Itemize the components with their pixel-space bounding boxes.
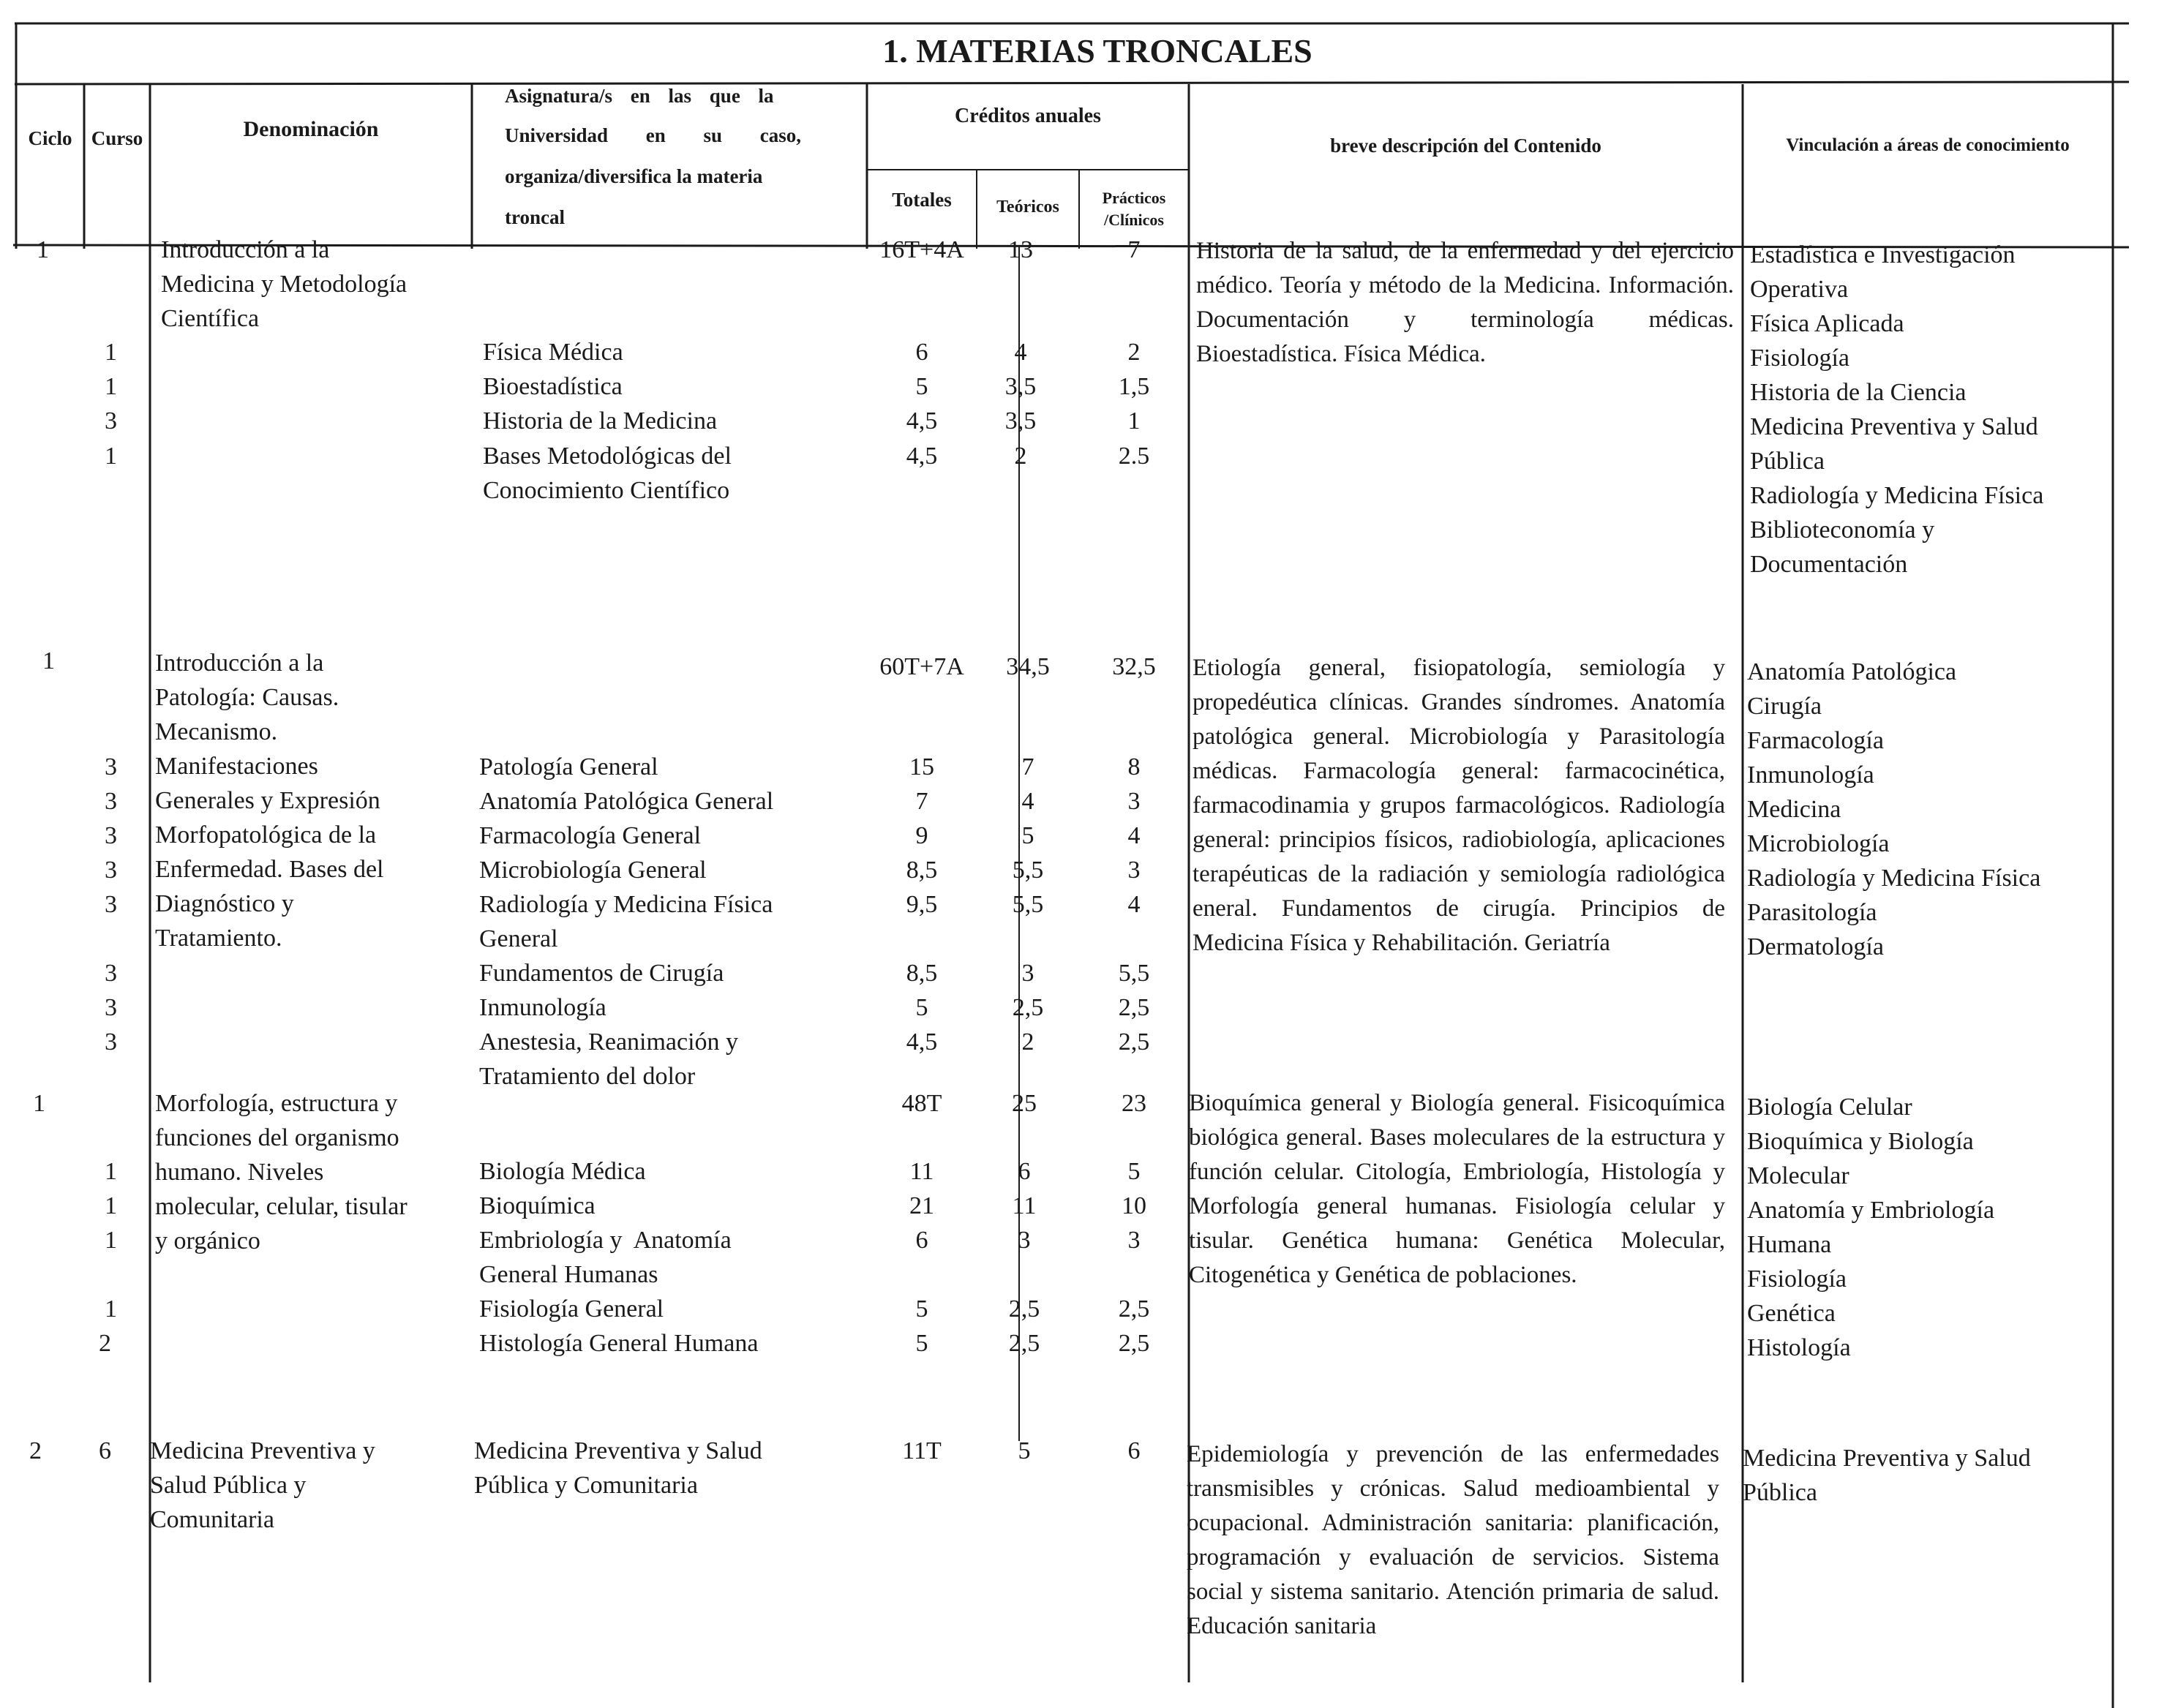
area-item: Anatomía Patológica bbox=[1747, 658, 1957, 685]
materia-4-practicos: 6 bbox=[1127, 1437, 1141, 1464]
asignatura-nombre: Microbiología General bbox=[479, 857, 707, 884]
asignatura-practicos: 1,5 bbox=[1118, 373, 1150, 400]
denominacion-line: Patología: Causas. bbox=[155, 684, 339, 711]
asignatura-teoricos: 4 bbox=[1021, 788, 1034, 815]
asignatura-curso: 1 bbox=[105, 1192, 117, 1219]
header-practicos-line-2: /Clínicos bbox=[1104, 211, 1164, 229]
area-item: Estadística e Investigación bbox=[1750, 241, 2016, 268]
asignatura-totales: 5 bbox=[915, 373, 928, 400]
header-asignaturas-line-1: Asignatura/s en las que la bbox=[505, 85, 774, 107]
area-item: Biología Celular bbox=[1747, 1094, 1912, 1121]
asignatura-nombre-line: Pública y Comunitaria bbox=[474, 1472, 698, 1499]
asignatura-curso: 3 bbox=[105, 407, 117, 434]
asignatura-teoricos: 2 bbox=[1014, 443, 1027, 470]
asignatura-practicos: 5 bbox=[1127, 1158, 1141, 1185]
asignatura-totales: 5 bbox=[915, 994, 928, 1021]
materia-3-denominacion bbox=[155, 1086, 408, 1258]
asignatura-teoricos: 3,5 bbox=[1004, 373, 1037, 400]
asignatura-teoricos: 3,5 bbox=[1004, 407, 1037, 434]
asignatura-nombre-line: Conocimiento Científico bbox=[483, 477, 730, 504]
asignatura-totales: 8,5 bbox=[906, 857, 938, 884]
area-item: Pública bbox=[1750, 448, 1825, 475]
materia-1-denominacion bbox=[161, 233, 407, 336]
asignatura-teoricos: 4 bbox=[1014, 339, 1027, 366]
denominacion-line: funciones del organismo bbox=[155, 1124, 399, 1151]
area-item: Humana bbox=[1747, 1231, 1832, 1258]
asignatura-practicos: 4 bbox=[1127, 822, 1141, 849]
asignatura-totales: 11 bbox=[909, 1158, 934, 1185]
asignatura-teoricos: 2,5 bbox=[1008, 1295, 1040, 1323]
materia-3-areas bbox=[1747, 1090, 1994, 1365]
asignatura-curso: 3 bbox=[105, 994, 117, 1021]
denominacion-line: humano. Niveles bbox=[155, 1159, 324, 1186]
materia-1-areas bbox=[1750, 238, 2043, 582]
materia-3-practicos: 23 bbox=[1122, 1090, 1146, 1117]
asignatura-practicos: 2,5 bbox=[1118, 1028, 1150, 1056]
area-item: Farmacología bbox=[1747, 727, 1884, 754]
header-teoricos: Teóricos bbox=[996, 197, 1059, 217]
denominacion-line: Diagnóstico y bbox=[155, 890, 294, 917]
materia-4-descripcion: Epidemiología y prevención de las enfermedades transmisibles y crónicas. Salud medioambiental y ocupacional. Administración sanitaria: planificación, programación y evaluación de servicios. Sistema social y sistema sanitario. Atención primaria de salud. Educación sanitaria bbox=[1187, 1441, 1719, 1639]
area-item: Radiología y Medicina Física bbox=[1750, 482, 2044, 509]
asignatura-practicos: 2,5 bbox=[1118, 1330, 1150, 1357]
asignatura-nombre: Historia de la Medicina bbox=[483, 407, 718, 434]
asignatura-nombre: Fisiología General bbox=[479, 1295, 664, 1323]
header-practicos-line-1: Prácticos bbox=[1102, 189, 1166, 207]
asignatura-teoricos: 3 bbox=[1018, 1227, 1031, 1254]
area-item: Cirugía bbox=[1747, 693, 1822, 720]
materia-4-areas bbox=[1743, 1441, 2031, 1510]
asignatura-curso: 1 bbox=[105, 1295, 117, 1323]
materia-4-teoricos: 5 bbox=[1018, 1437, 1031, 1464]
area-item: Medicina Preventiva y Salud bbox=[1750, 413, 2038, 440]
asignatura-nombre bbox=[479, 887, 773, 956]
asignatura-nombre: Farmacología General bbox=[479, 822, 702, 849]
area-item: Parasitología bbox=[1747, 899, 1877, 926]
asignatura-teoricos: 3 bbox=[1021, 960, 1034, 987]
area-item: Histología bbox=[1747, 1334, 1851, 1361]
asignatura-totales: 8,5 bbox=[906, 960, 938, 987]
asignatura-nombre bbox=[479, 1223, 732, 1292]
denominacion-line: Morfología, estructura y bbox=[155, 1090, 398, 1117]
asignatura-totales: 9,5 bbox=[906, 891, 938, 918]
area-item: Operativa bbox=[1750, 276, 1849, 303]
materia-4-denominacion bbox=[150, 1434, 375, 1537]
denominacion-line: Medicina Preventiva y bbox=[150, 1437, 375, 1464]
asignatura-totales: 4,5 bbox=[906, 443, 938, 470]
denominacion-line: Manifestaciones bbox=[155, 753, 318, 780]
denominacion-line: Medicina y Metodología bbox=[161, 271, 408, 298]
asignatura-nombre-line: General Humanas bbox=[479, 1261, 658, 1288]
asignatura-practicos: 5,5 bbox=[1118, 960, 1150, 987]
asignatura-nombre: Bioquímica bbox=[479, 1192, 596, 1219]
area-item: Anatomía y Embriología bbox=[1747, 1197, 1995, 1224]
denominacion-line: y orgánico bbox=[155, 1227, 260, 1254]
page-title: 1. MATERIAS TRONCALES bbox=[882, 32, 1312, 69]
denominacion-line: Mecanismo. bbox=[155, 718, 278, 745]
denominacion-line: Tratamiento. bbox=[155, 925, 282, 952]
materia-4-curso: 6 bbox=[99, 1437, 111, 1464]
asignatura-curso: 1 bbox=[105, 339, 117, 366]
denominacion-line: Enfermedad. Bases del bbox=[155, 856, 384, 883]
asignatura-curso: 3 bbox=[105, 857, 117, 884]
asignatura-nombre bbox=[479, 1025, 738, 1094]
asignatura-curso: 3 bbox=[105, 891, 117, 918]
asignatura-totales: 21 bbox=[909, 1192, 934, 1219]
materia-1-practicos: 7 bbox=[1127, 236, 1141, 263]
asignatura-practicos: 2.5 bbox=[1118, 443, 1150, 470]
asignatura-curso: 1 bbox=[105, 443, 117, 470]
denominacion-line: Comunitaria bbox=[150, 1506, 274, 1533]
header-creditos: Créditos anuales bbox=[955, 105, 1101, 127]
area-item: Microbiología bbox=[1747, 830, 1890, 857]
materia-2-descripcion: Etiología general, fisiopatología, semiología y propedéutica clínicas. Grandes síndromes. Anatomía patológica general. Microbiología y Parasitología médicas. Farmacología general: farmacocinética, farmacodinamia y grupos farmacológicos. Radiología general: principios físicos, radiobiología, aplicaciones terapéuticas de la radiación y semiología radiológica eneral. Fundamentos de cirugía. Principios de Medicina Física y Rehabilitación. Geriatría bbox=[1193, 655, 1725, 956]
area-item: Fisiología bbox=[1747, 1265, 1847, 1293]
asignatura-nombre: Bioestadística bbox=[483, 373, 623, 400]
area-item: Dermatología bbox=[1747, 933, 1884, 960]
asignatura-nombre-line: Radiología y Medicina Física bbox=[479, 891, 773, 918]
materia-2-teoricos: 34,5 bbox=[1006, 653, 1050, 680]
asignatura-practicos: 2,5 bbox=[1118, 1295, 1150, 1323]
asignatura-nombre: Anatomía Patológica General bbox=[479, 788, 774, 815]
materia-4-asignatura bbox=[474, 1434, 762, 1502]
header-ciclo: Ciclo bbox=[28, 127, 72, 149]
materia-1-teoricos: 13 bbox=[1008, 236, 1033, 263]
area-item: Bioquímica y Biología bbox=[1747, 1128, 1974, 1155]
materia-1-totales: 16T+4A bbox=[879, 236, 964, 263]
asignatura-curso: 3 bbox=[105, 788, 117, 815]
asignatura-nombre: Inmunología bbox=[479, 994, 606, 1021]
asignatura-teoricos: 2 bbox=[1021, 1028, 1034, 1056]
materia-4-ciclo: 2 bbox=[29, 1437, 42, 1464]
materia-2-totales: 60T+7A bbox=[879, 653, 964, 680]
asignatura-nombre-line: Tratamiento del dolor bbox=[479, 1063, 696, 1090]
asignatura-totales: 6 bbox=[915, 1227, 928, 1254]
area-item: Genética bbox=[1747, 1300, 1836, 1327]
asignatura-teoricos: 11 bbox=[1012, 1192, 1037, 1219]
asignatura-teoricos: 6 bbox=[1018, 1158, 1031, 1185]
header-totales: Totales bbox=[892, 189, 952, 211]
asignatura-practicos: 1 bbox=[1127, 407, 1141, 434]
asignatura-totales: 15 bbox=[909, 753, 934, 780]
materia-3-totales: 48T bbox=[901, 1090, 942, 1117]
area-item: Inmunología bbox=[1747, 761, 1874, 789]
asignatura-practicos: 3 bbox=[1127, 857, 1141, 884]
materia-2-ciclo: 1 bbox=[42, 647, 55, 674]
asignatura-nombre-line: Embriología y Anatomía bbox=[479, 1227, 732, 1254]
header-asignaturas-line-4: troncal bbox=[505, 206, 565, 228]
area-item: Física Aplicada bbox=[1750, 310, 1904, 337]
materia-3-descripcion: Bioquímica general y Biología general. Fisicoquímica biológica general. Bases moleculares de la estructura y función celular. Citología, Embriología, Histología y Morfología general humanas. Fisiología celular y tisular. Genética humana: Genética Molecular, Citogenética y Genética de poblaciones. bbox=[1189, 1090, 1725, 1288]
denominacion-line: Introducción a la bbox=[161, 236, 330, 263]
asignatura-curso: 1 bbox=[105, 373, 117, 400]
asignatura-curso: 3 bbox=[105, 753, 117, 780]
materia-2-practicos: 32,5 bbox=[1112, 653, 1156, 680]
asignatura-teoricos: 5,5 bbox=[1012, 891, 1044, 918]
asignatura-curso: 2 bbox=[99, 1330, 111, 1357]
header-curso: Curso bbox=[91, 127, 143, 149]
asignatura-nombre-line: Medicina Preventiva y Salud bbox=[474, 1437, 762, 1464]
materia-1-descripcion: Historia de la salud, de la enfermedad y del ejercicio médico. Teoría y método de la Medicina. Información. Documentación y terminología médicas. Bioestadística. Física Médica. bbox=[1196, 238, 1734, 367]
asignatura-practicos: 4 bbox=[1127, 891, 1141, 918]
header-denominacion: Denominación bbox=[243, 117, 379, 141]
asignatura-nombre-line: Anestesia, Reanimación y bbox=[479, 1028, 739, 1056]
asignatura-nombre: Biología Médica bbox=[479, 1158, 646, 1185]
asignatura-curso: 3 bbox=[105, 822, 117, 849]
area-item: Historia de la Ciencia bbox=[1750, 379, 1967, 406]
asignatura-teoricos: 5,5 bbox=[1012, 857, 1044, 884]
asignatura-nombre-line: Bases Metodológicas del bbox=[483, 443, 732, 470]
header-asignaturas-line-2: Universidad en su caso, bbox=[505, 124, 802, 146]
asignatura-totales: 7 bbox=[915, 788, 928, 815]
materia-1-ciclo: 1 bbox=[37, 236, 49, 263]
denominacion-line: Salud Pública y bbox=[150, 1472, 307, 1499]
denominacion-line: Morfopatológica de la bbox=[155, 821, 377, 849]
asignatura-practicos: 8 bbox=[1127, 753, 1141, 780]
asignatura-nombre: Histología General Humana bbox=[479, 1330, 759, 1357]
header-vinculacion: Vinculación a áreas de conocimiento bbox=[1786, 135, 2070, 155]
area-item: Radiología y Medicina Física bbox=[1747, 865, 2041, 892]
area-item: Pública bbox=[1743, 1479, 1817, 1506]
area-item: Molecular bbox=[1747, 1162, 1849, 1189]
denominacion-line: Generales y Expresión bbox=[155, 787, 380, 814]
asignatura-totales: 4,5 bbox=[906, 407, 938, 434]
denominacion-line: Introducción a la bbox=[155, 650, 324, 677]
header-asignaturas-line-3: organiza/diversifica la materia bbox=[505, 165, 763, 187]
area-item: Documentación bbox=[1750, 551, 1908, 578]
asignatura-nombre-line: General bbox=[479, 925, 558, 952]
area-item: Medicina bbox=[1747, 796, 1841, 823]
asignatura-curso: 3 bbox=[105, 960, 117, 987]
materia-3-ciclo: 1 bbox=[33, 1090, 45, 1117]
header-descripcion: breve descripción del Contenido bbox=[1330, 135, 1601, 157]
materia-2-denominacion bbox=[155, 646, 384, 955]
asignatura-practicos: 3 bbox=[1127, 788, 1141, 815]
asignatura-totales: 5 bbox=[915, 1330, 928, 1357]
asignatura-practicos: 10 bbox=[1122, 1192, 1146, 1219]
asignatura-nombre bbox=[483, 439, 732, 508]
asignatura-curso: 3 bbox=[105, 1028, 117, 1056]
asignatura-teoricos: 2,5 bbox=[1012, 994, 1044, 1021]
asignatura-totales: 6 bbox=[915, 339, 928, 366]
asignatura-teoricos: 2,5 bbox=[1008, 1330, 1040, 1357]
asignatura-totales: 5 bbox=[915, 1295, 928, 1323]
materia-3-teoricos: 25 bbox=[1012, 1090, 1037, 1117]
asignatura-totales: 4,5 bbox=[906, 1028, 938, 1056]
asignatura-teoricos: 5 bbox=[1021, 822, 1034, 849]
area-item: Medicina Preventiva y Salud bbox=[1743, 1445, 2031, 1472]
asignatura-practicos: 2,5 bbox=[1118, 994, 1150, 1021]
denominacion-line: molecular, celular, tisular bbox=[155, 1193, 408, 1220]
area-item: Fisiología bbox=[1750, 345, 1850, 372]
asignatura-practicos: 3 bbox=[1127, 1227, 1141, 1254]
asignatura-totales: 9 bbox=[915, 822, 928, 849]
materia-2-areas bbox=[1747, 655, 2040, 964]
asignatura-teoricos: 7 bbox=[1021, 753, 1034, 780]
asignatura-nombre: Patología General bbox=[479, 753, 658, 780]
asignatura-nombre: Física Médica bbox=[483, 339, 623, 366]
asignatura-practicos: 2 bbox=[1127, 339, 1141, 366]
asignatura-curso: 1 bbox=[105, 1158, 117, 1185]
materia-4-totales: 11T bbox=[902, 1437, 942, 1464]
asignatura-nombre: Fundamentos de Cirugía bbox=[479, 960, 724, 987]
denominacion-line: Científica bbox=[161, 305, 260, 332]
asignatura-curso: 1 bbox=[105, 1227, 117, 1254]
area-item: Biblioteconomía y bbox=[1750, 516, 1935, 543]
